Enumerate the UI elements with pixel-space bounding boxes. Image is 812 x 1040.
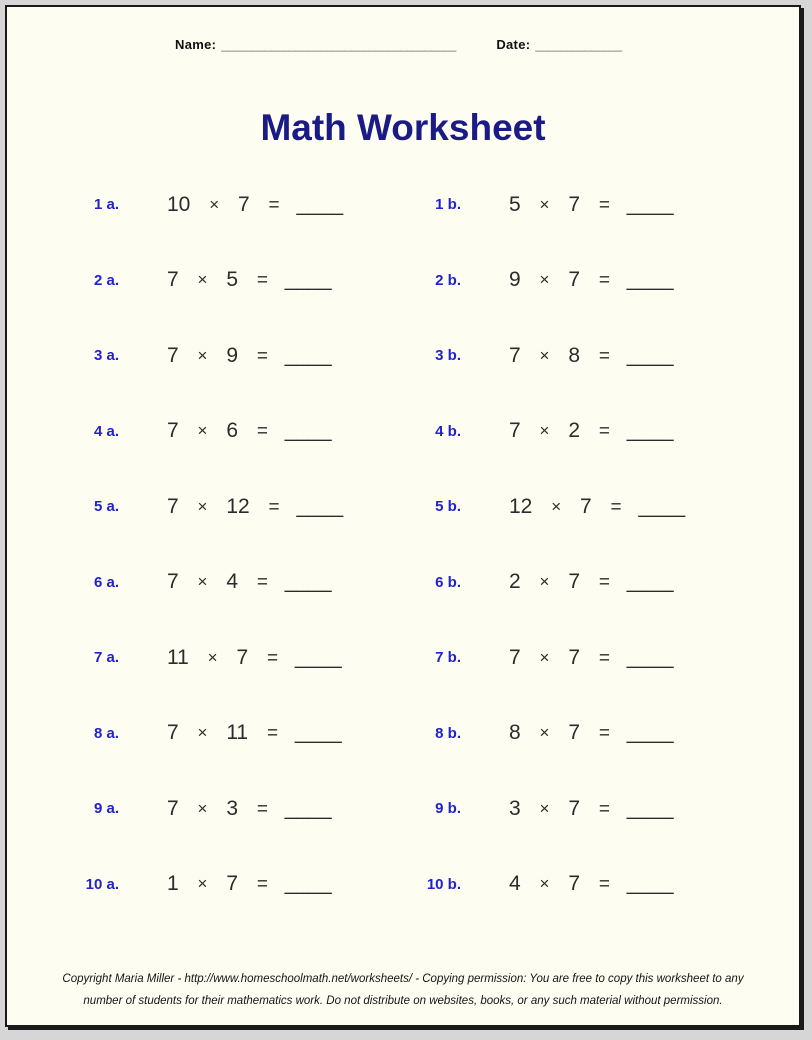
answer-blank: ____ xyxy=(294,645,342,669)
problem-expression-b xyxy=(461,193,799,217)
answer-blank: ____ xyxy=(626,268,674,292)
problem-label-a: 9 a. xyxy=(93,800,119,818)
equals-sign: = xyxy=(598,572,610,594)
factor-1: 10 xyxy=(167,192,191,216)
factor-1: 2 xyxy=(509,570,521,594)
equals-sign: = xyxy=(610,496,622,518)
multiplication-sign: × xyxy=(197,270,208,290)
answer-blank: ____ xyxy=(284,268,332,292)
problem-label-a: 10 a. xyxy=(85,875,119,893)
equals-sign: = xyxy=(256,345,268,367)
factor-2: 8 xyxy=(568,343,580,367)
factor-2: 7 xyxy=(568,645,580,669)
factor-1: 7 xyxy=(167,796,179,820)
equals-sign: = xyxy=(598,194,610,216)
multiplication-sign: × xyxy=(197,723,208,743)
equals-sign: = xyxy=(268,194,280,216)
factor-2: 7 xyxy=(568,192,580,216)
problem-expression-b xyxy=(461,344,799,368)
factor-1: 3 xyxy=(509,796,521,820)
factor-1: 7 xyxy=(167,570,179,594)
equals-sign: = xyxy=(266,647,279,669)
factor-2: 4 xyxy=(226,570,238,594)
equals-sign: = xyxy=(598,798,610,820)
factor-2: 2 xyxy=(568,419,580,443)
name-blank-line: ______________________________________ xyxy=(221,38,456,52)
equals-sign: = xyxy=(256,874,268,896)
factor-2: 6 xyxy=(226,419,238,443)
worksheet-page xyxy=(5,5,801,1027)
problem-row xyxy=(7,469,799,545)
answer-blank: ____ xyxy=(626,343,674,367)
factor-1: 4 xyxy=(509,872,521,896)
problem-row xyxy=(7,847,799,923)
factor-1: 7 xyxy=(509,419,521,443)
problem-row xyxy=(7,620,799,696)
problem-expression-a xyxy=(119,797,347,821)
problem-expression-b xyxy=(461,872,799,896)
equals-sign: = xyxy=(598,270,610,292)
equals-sign: = xyxy=(598,647,610,669)
multiplication-sign: × xyxy=(197,572,208,592)
multiplication-sign: × xyxy=(539,421,550,441)
multiplication-sign: × xyxy=(197,496,208,516)
problem-label-b: 9 b. xyxy=(435,800,461,818)
factor-1: 7 xyxy=(167,419,179,443)
multiplication-sign: × xyxy=(207,647,218,667)
problem-label-b: 5 b. xyxy=(435,498,461,516)
answer-blank: ____ xyxy=(284,796,332,820)
problem-label-a: 5 a. xyxy=(93,498,119,516)
problem-expression-b xyxy=(461,570,799,594)
factor-2: 7 xyxy=(568,721,580,745)
problem-label-a: 8 a. xyxy=(93,724,119,742)
answer-blank: ____ xyxy=(626,192,674,216)
equals-sign: = xyxy=(256,798,268,820)
problem-label-a: 3 a. xyxy=(93,347,119,365)
problem-expression-a xyxy=(119,495,347,519)
factor-1: 7 xyxy=(167,268,179,292)
factor-1: 7 xyxy=(167,721,179,745)
equals-sign: = xyxy=(598,421,610,443)
factor-1: 7 xyxy=(167,343,179,367)
answer-blank: ____ xyxy=(626,872,674,896)
factor-1: 5 xyxy=(509,192,521,216)
factor-2: 3 xyxy=(226,796,238,820)
factor-2: 7 xyxy=(237,192,250,216)
problem-row xyxy=(7,167,799,243)
factor-1: 7 xyxy=(509,343,521,367)
multiplication-sign: × xyxy=(539,270,550,290)
problem-label-a: 6 a. xyxy=(93,573,119,591)
factor-2: 7 xyxy=(579,494,592,518)
problem-label-a: 1 a. xyxy=(93,196,119,214)
equals-sign: = xyxy=(256,421,268,443)
factor-1: 7 xyxy=(509,645,521,669)
problem-expression-a xyxy=(119,419,347,443)
problem-expression-b xyxy=(461,419,799,443)
problem-row xyxy=(7,771,799,847)
multiplication-sign: × xyxy=(551,496,562,516)
factor-1: 1 xyxy=(167,872,179,896)
multiplication-sign: × xyxy=(197,421,208,441)
name-date-header xyxy=(175,37,637,52)
problem-row xyxy=(7,318,799,394)
answer-blank: ____ xyxy=(296,192,344,216)
multiplication-sign: × xyxy=(539,874,550,894)
page-title: Math Worksheet xyxy=(260,107,546,148)
multiplication-sign: × xyxy=(539,345,550,365)
problem-expression-a xyxy=(119,193,347,217)
problem-label-a: 2 a. xyxy=(93,271,119,289)
factor-2: 5 xyxy=(226,268,238,292)
multiplication-sign: × xyxy=(539,798,550,818)
date-blank-line: ______________ xyxy=(535,38,622,52)
answer-blank: ____ xyxy=(284,419,332,443)
problem-label-a: 7 a. xyxy=(93,649,119,667)
factor-2: 7 xyxy=(568,872,580,896)
problem-expression-b xyxy=(461,646,799,670)
answer-blank: ____ xyxy=(284,872,332,896)
answer-blank: ____ xyxy=(626,645,674,669)
problem-row xyxy=(7,696,799,772)
name-label: Name: xyxy=(175,37,217,52)
equals-sign: = xyxy=(256,572,268,594)
multiplication-sign: × xyxy=(209,194,220,214)
equals-sign: = xyxy=(256,270,268,292)
answer-blank: ____ xyxy=(626,796,674,820)
answer-blank: ____ xyxy=(296,494,344,518)
problems-list xyxy=(7,167,799,922)
problem-expression-b xyxy=(461,721,799,745)
problem-expression-b xyxy=(461,268,799,292)
problem-expression-b xyxy=(461,495,799,519)
problem-label-b: 2 b. xyxy=(435,271,461,289)
multiplication-sign: × xyxy=(539,194,550,214)
factor-2: 7 xyxy=(226,872,238,896)
answer-blank: ____ xyxy=(284,570,332,594)
answer-blank: ____ xyxy=(626,419,674,443)
problem-label-b: 10 b. xyxy=(426,875,461,893)
answer-blank: ____ xyxy=(284,343,332,367)
problem-label-b: 6 b. xyxy=(435,573,461,591)
problem-expression-b xyxy=(461,797,799,821)
answer-blank: ____ xyxy=(626,721,674,745)
equals-sign: = xyxy=(598,345,610,367)
problem-row xyxy=(7,394,799,470)
answer-blank: ____ xyxy=(638,494,686,518)
answer-blank: ____ xyxy=(294,721,342,745)
problem-expression-a xyxy=(119,268,347,292)
factor-1: 9 xyxy=(509,268,521,292)
equals-sign: = xyxy=(598,723,610,745)
factor-2: 11 xyxy=(226,721,249,745)
problem-row xyxy=(7,243,799,319)
problem-row xyxy=(7,545,799,621)
problem-expression-a xyxy=(119,344,347,368)
equals-sign: = xyxy=(266,723,279,745)
date-label: Date: xyxy=(496,37,531,52)
factor-1: 11 xyxy=(167,645,189,669)
problem-label-b: 7 b. xyxy=(435,649,461,667)
problem-expression-a xyxy=(119,646,347,670)
multiplication-sign: × xyxy=(197,798,208,818)
factor-2: 12 xyxy=(226,494,250,518)
equals-sign: = xyxy=(598,874,610,896)
factor-1: 12 xyxy=(509,494,533,518)
problem-expression-a xyxy=(119,872,347,896)
factor-2: 7 xyxy=(568,570,580,594)
problem-label-b: 1 b. xyxy=(435,196,461,214)
problem-label-b: 8 b. xyxy=(435,724,461,742)
factor-2: 7 xyxy=(568,796,580,820)
problem-label-b: 3 b. xyxy=(435,347,461,365)
multiplication-sign: × xyxy=(539,572,550,592)
factor-2: 7 xyxy=(568,268,580,292)
problem-expression-a xyxy=(119,570,347,594)
factor-2: 9 xyxy=(226,343,238,367)
problem-expression-a xyxy=(119,721,347,745)
factor-1: 8 xyxy=(509,721,521,745)
problem-label-b: 4 b. xyxy=(435,422,461,440)
multiplication-sign: × xyxy=(197,345,208,365)
multiplication-sign: × xyxy=(539,723,550,743)
multiplication-sign: × xyxy=(539,647,550,667)
copyright-footer: Copyright Maria Miller - http://www.homeschoolmath.net/worksheets/ - Copying permission: You are free to copy this worksheet to any number of students for their mathematics work. Do not distribute on websites, books, or any such material without permission. xyxy=(62,973,744,1008)
answer-blank: ____ xyxy=(626,570,674,594)
factor-1: 7 xyxy=(167,494,179,518)
factor-2: 7 xyxy=(236,645,249,669)
multiplication-sign: × xyxy=(197,874,208,894)
problem-label-a: 4 a. xyxy=(93,422,119,440)
equals-sign: = xyxy=(268,496,280,518)
